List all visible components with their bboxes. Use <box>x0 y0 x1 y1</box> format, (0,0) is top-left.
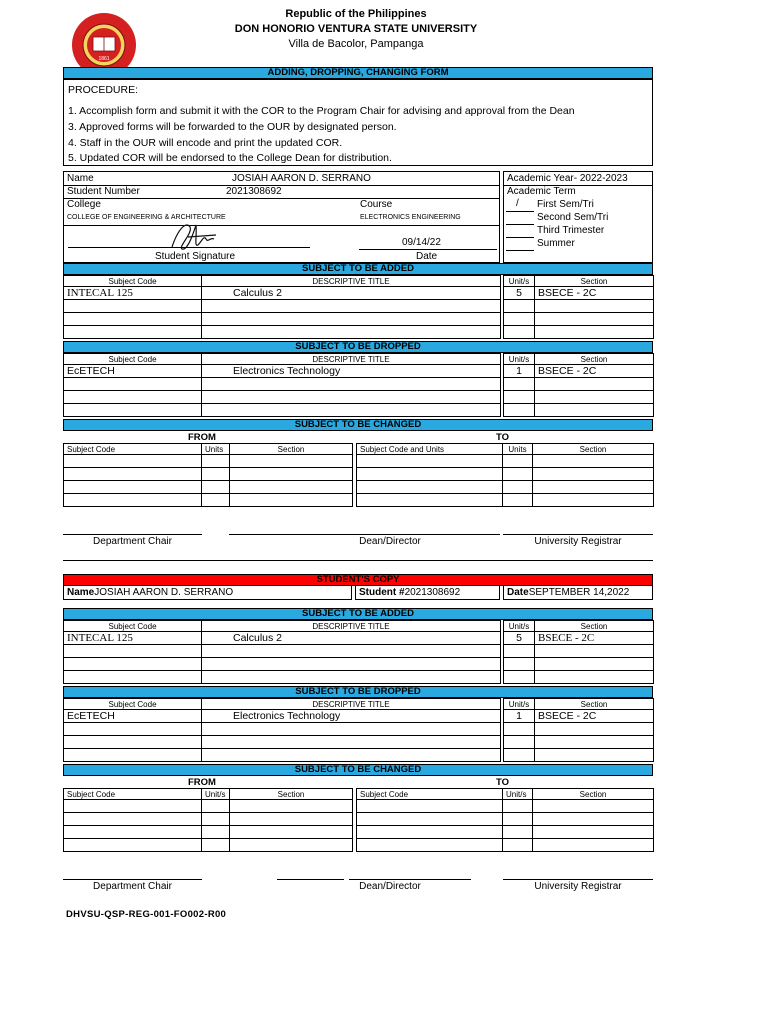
dropped-table <box>63 353 654 417</box>
registrar-label: University Registrar <box>534 536 622 547</box>
name-value[interactable]: JOSIAH AARON D. SERRANO <box>232 173 371 184</box>
copy-student-no-value[interactable]: 2021308692 <box>404 587 461 598</box>
copy-name-row <box>63 585 352 600</box>
students-copy-title: STUDENT'S COPY <box>63 574 653 586</box>
copy-added-section[interactable]: BSECE - 2C <box>535 632 654 645</box>
svg-text:1861: 1861 <box>98 56 110 62</box>
col-section: Section <box>535 621 654 632</box>
header-republic: Republic of the Philippines <box>285 8 427 20</box>
academic-term-box <box>503 171 653 263</box>
copy-added-table <box>63 620 654 684</box>
col-units: Unit/s <box>504 354 535 365</box>
procedure-step: 5. Updated COR will be endorsed to the College Dean for distribution. <box>68 152 392 164</box>
col-units: Units <box>503 444 533 455</box>
added-section[interactable]: BSECE - 2C <box>535 287 654 300</box>
copy-name-label: Name <box>67 587 95 598</box>
term-option-summer[interactable]: Summer <box>537 238 575 249</box>
changed-section-title: SUBJECT TO BE CHANGED <box>63 419 653 431</box>
copy-added-title[interactable]: Calculus 2 <box>202 632 501 645</box>
col-section: Section <box>533 789 654 800</box>
dropped-title[interactable]: Electronics Technology <box>202 365 501 378</box>
col-units: Units <box>202 444 230 455</box>
copy-from-label: FROM <box>188 777 216 788</box>
from-label: FROM <box>188 432 216 443</box>
copy-registrar-label: University Registrar <box>534 881 622 892</box>
col-section: Section <box>533 444 654 455</box>
copy-dropped-code[interactable]: EcETECH <box>64 710 202 723</box>
student-signature-label: Student Signature <box>155 251 236 262</box>
copy-added-units[interactable]: 5 <box>504 632 535 645</box>
procedure-box <box>63 79 653 166</box>
dropped-units[interactable]: 1 <box>504 365 535 378</box>
student-number-label: Student Number <box>67 186 140 197</box>
dept-chair-label: Department Chair <box>93 536 172 547</box>
col-section: Section <box>535 699 654 710</box>
dean-label: Dean/Director <box>359 536 421 547</box>
college-value[interactable]: COLLEGE OF ENGINEERING & ARCHITECTURE <box>67 214 226 221</box>
copy-name-value[interactable]: JOSIAH AARON D. SERRANO <box>94 587 234 598</box>
copy-dean-label: Dean/Director <box>359 881 421 892</box>
academic-term-label: Academic Term <box>507 186 576 197</box>
procedure-step: 3. Approved forms will be forwarded to the OUR by designated person. <box>68 121 397 133</box>
col-descriptive-title: DESCRIPTIVE TITLE <box>202 699 501 710</box>
copy-changed-to-table <box>356 788 654 852</box>
added-code[interactable]: INTECAL 125 <box>64 287 202 300</box>
copy-date-value[interactable]: SEPTEMBER 14,2022 <box>528 587 630 598</box>
term-option-first[interactable]: First Sem/Tri <box>537 199 594 210</box>
col-subject-code: Subject Code <box>64 699 202 710</box>
col-section: Section <box>230 444 353 455</box>
academic-year: Academic Year- 2022-2023 <box>507 173 628 184</box>
form-code: DHVSU-QSP-REG-001-FO002-R00 <box>66 909 227 920</box>
copy-student-no-row <box>355 585 500 600</box>
dropped-section-title: SUBJECT TO BE DROPPED <box>63 341 653 353</box>
procedure-heading: PROCEDURE: <box>68 84 139 96</box>
course-value[interactable]: ELECTRONICS ENGINEERING <box>360 214 461 221</box>
term-check-mark: / <box>516 198 519 209</box>
col-units: Unit/s <box>202 789 230 800</box>
student-number-value[interactable]: 2021308692 <box>226 186 282 197</box>
copy-dropped-section[interactable]: BSECE - 2C <box>535 710 654 723</box>
col-subject-code: Subject Code <box>64 444 202 455</box>
procedure-step: 1. Accomplish form and submit it with the COR to the Program Chair for advising and approval from the Dean <box>68 105 575 117</box>
form-title: ADDING, DROPPING, CHANGING FORM <box>63 67 653 79</box>
dropped-section[interactable]: BSECE - 2C <box>535 365 654 378</box>
name-label: Name <box>67 173 94 184</box>
changed-to-table <box>356 443 654 507</box>
col-subject-code: Subject Code <box>64 276 202 287</box>
added-title[interactable]: Calculus 2 <box>202 287 501 300</box>
col-units: Unit/s <box>504 621 535 632</box>
copy-dropped-table <box>63 698 654 762</box>
copy-dropped-units[interactable]: 1 <box>504 710 535 723</box>
copy-changed-from-table <box>63 788 353 852</box>
date-value[interactable]: 09/14/22 <box>402 237 441 248</box>
term-option-second[interactable]: Second Sem/Tri <box>537 212 609 223</box>
procedure-step: 4. Staff in the OUR will encode and print the updated COR. <box>68 137 343 149</box>
col-subject-code: Subject Code <box>64 789 202 800</box>
col-section: Section <box>230 789 353 800</box>
course-label: Course <box>360 199 393 210</box>
copy-dropped-section-title: SUBJECT TO BE DROPPED <box>63 686 653 698</box>
dropped-code[interactable]: EcETECH <box>64 365 202 378</box>
col-section: Section <box>535 276 654 287</box>
added-section-title: SUBJECT TO BE ADDED <box>63 263 653 275</box>
col-subject-code-units: Subject Code and Units <box>357 444 503 455</box>
added-table <box>63 275 654 339</box>
student-info-box <box>63 171 500 263</box>
col-subject-code: Subject Code <box>64 621 202 632</box>
to-label: TO <box>496 432 510 443</box>
col-descriptive-title: DESCRIPTIVE TITLE <box>202 276 501 287</box>
col-subject-code: Subject Code <box>64 354 202 365</box>
cut-line <box>63 560 653 561</box>
col-units: Unit/s <box>504 699 535 710</box>
college-label: College <box>67 199 101 210</box>
copy-changed-section-title: SUBJECT TO BE CHANGED <box>63 764 653 776</box>
col-section: Section <box>535 354 654 365</box>
copy-to-label: TO <box>496 777 510 788</box>
col-descriptive-title: DESCRIPTIVE TITLE <box>202 621 501 632</box>
student-signature-image <box>164 217 224 255</box>
copy-added-section-title: SUBJECT TO BE ADDED <box>63 608 653 620</box>
changed-from-table <box>63 443 353 507</box>
col-subject-code: Subject Code <box>357 789 503 800</box>
col-descriptive-title: DESCRIPTIVE TITLE <box>202 354 501 365</box>
col-units: Unit/s <box>503 789 533 800</box>
header-university: DON HONORIO VENTURA STATE UNIVERSITY <box>234 23 478 35</box>
col-units: Unit/s <box>504 276 535 287</box>
date-label: Date <box>416 251 438 262</box>
copy-date-label: Date <box>507 587 529 598</box>
copy-date-row <box>503 585 653 600</box>
copy-dropped-title[interactable]: Electronics Technology <box>202 710 501 723</box>
copy-dept-chair-label: Department Chair <box>93 881 172 892</box>
added-units[interactable]: 5 <box>504 287 535 300</box>
copy-student-no-label: Student # <box>359 587 405 598</box>
header-location: Villa de Bacolor, Pampanga <box>288 38 424 50</box>
term-option-third[interactable]: Third Trimester <box>537 225 605 236</box>
copy-added-code[interactable]: INTECAL 125 <box>64 632 202 645</box>
